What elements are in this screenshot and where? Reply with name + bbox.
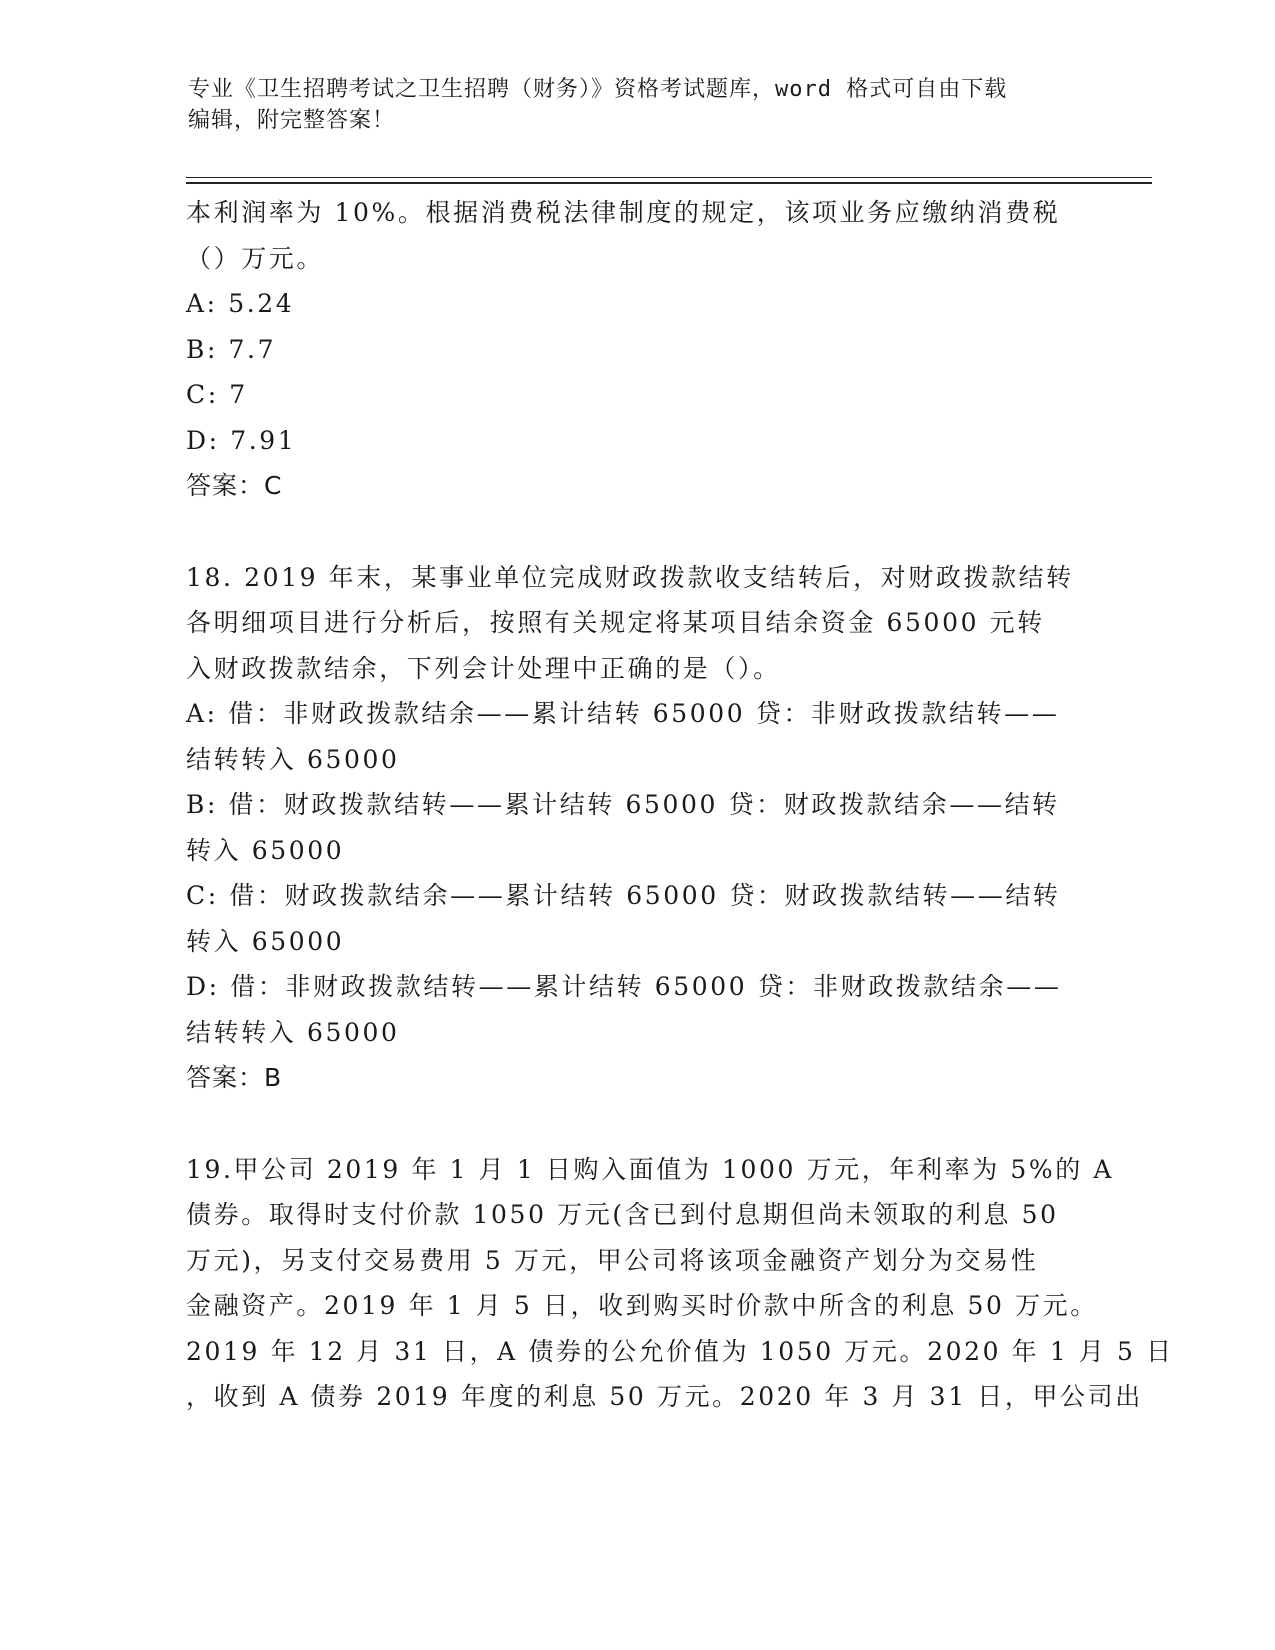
question-text-line: ，收到 A 债券 2019 年度的利息 50 万元。2020 年 3 月 31 日，甲公司出 (186, 1382, 1143, 1411)
question-18 (186, 555, 1086, 1101)
question-text-line: 本利润率为 10%。根据消费税法律制度的规定，该项业务应缴纳消费税 (186, 198, 1061, 227)
question-text-line: 2019 年 12 月 31 日，A 债券的公允价值为 1050 万元。2020 年 1 月 5 日 (186, 1336, 1174, 1366)
option-c: C: 借：财政拨款结余——累计结转 65000 贷：财政拨款结转——结转 (186, 881, 1061, 910)
spacer (186, 509, 1086, 555)
option-a-continued: 结转转入 65000 (186, 744, 400, 774)
question-19 (186, 1147, 1174, 1420)
option-c: C: 7 (186, 380, 248, 409)
header-line-2: 编辑，附完整答案！ (188, 108, 396, 133)
question-17 (186, 190, 1086, 509)
option-c-continued: 转入 65000 (186, 926, 345, 956)
header-divider-thick (186, 182, 1152, 184)
question-text-line: （）万元。 (186, 243, 325, 273)
option-b: B: 借：财政拨款结转——累计结转 65000 贷：财政拨款结余——结转 (186, 790, 1060, 819)
question-text-line: 入财政拨款结余，下列会计处理中正确的是（）。 (186, 653, 781, 683)
option-b-continued: 转入 65000 (186, 835, 345, 865)
option-a: A: 5.24 (186, 289, 295, 318)
document-body (186, 190, 1174, 1420)
question-text-line: 各明细项目进行分析后，按照有关规定将某项目结余资金 65000 元转 (186, 608, 1045, 637)
option-a: A: 借：非财政拨款结余——累计结转 65000 贷：非财政拨款结转—— (186, 699, 1060, 728)
spacer (186, 1101, 1086, 1147)
header-line-1: 专业《卫生招聘考试之卫生招聘（财务）》资格考试题库，word 格式可自由下载 (188, 77, 1008, 102)
question-text-line: 19.甲公司 2019 年 1 月 1 日购入面值为 1000 万元，年利率为 5%的 A (186, 1154, 1114, 1184)
question-text-line: 万元)，另支付交易费用 5 万元，甲公司将该项金融资产划分为交易性 (186, 1245, 1039, 1275)
question-text-line: 金融资产。2019 年 1 月 5 日，收到购买时价款中所含的利息 50 万元。 (186, 1291, 1098, 1320)
answer-label: 答案：C (186, 471, 283, 500)
option-b: B: 7.7 (186, 334, 277, 364)
answer-label: 答案：B (186, 1063, 283, 1092)
question-text-line: 18. 2019 年末，某事业单位完成财政拨款收支结转后，对财政拨款结转 (186, 562, 1074, 592)
document-header (188, 74, 1068, 136)
option-d: D: 7.91 (186, 425, 297, 455)
option-d-continued: 结转转入 65000 (186, 1017, 400, 1047)
header-divider-thin (186, 177, 1152, 178)
option-d: D: 借：非财政拨款结转——累计结转 65000 贷：非财政拨款结余—— (186, 972, 1062, 1001)
question-text-line: 债券。取得时支付价款 1050 万元(含已到付息期但尚未领取的利息 50 (186, 1200, 1059, 1229)
